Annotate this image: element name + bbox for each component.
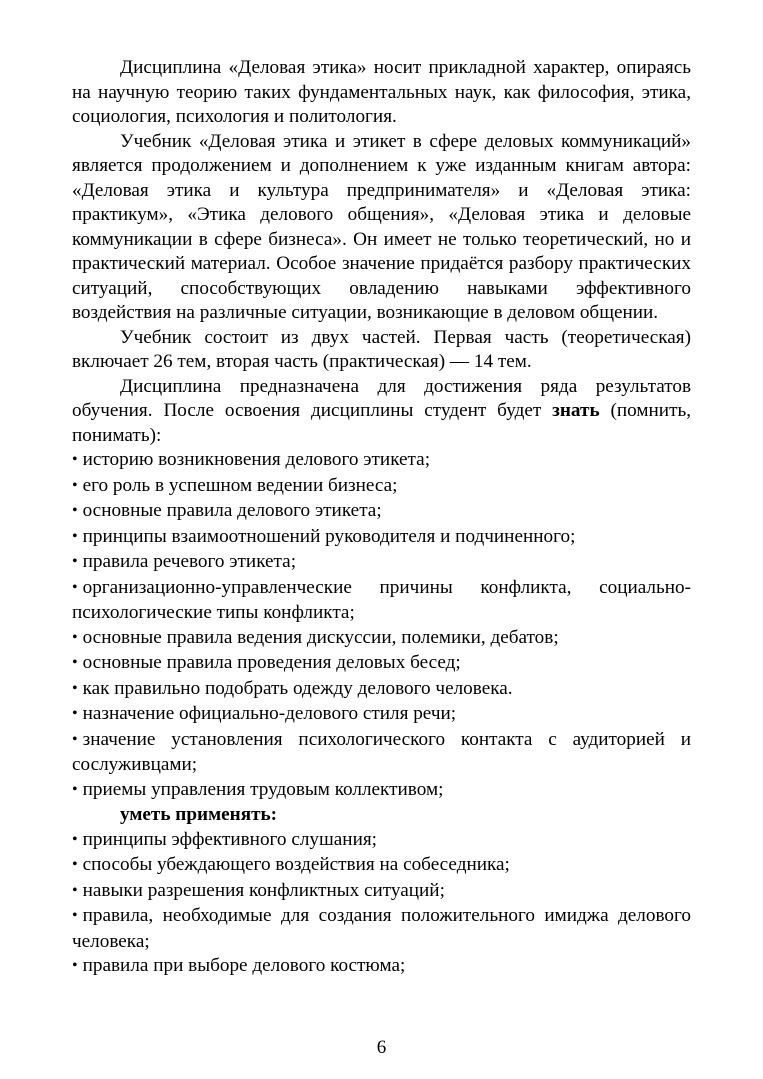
bullet-icon: • bbox=[72, 679, 78, 697]
bullet-icon: • bbox=[72, 628, 78, 646]
bullet-icon: • bbox=[72, 856, 78, 873]
list-item: • правила речевого этикета; bbox=[72, 551, 297, 572]
apply-list bbox=[72, 828, 691, 980]
bullet-icon: • bbox=[72, 451, 78, 468]
bullet-icon: • bbox=[72, 730, 78, 748]
bullet-icon: • bbox=[72, 502, 78, 519]
bullet-icon: • bbox=[72, 527, 78, 545]
list-item: • организационно-управленческие причины конфликта, социально-психологические типы конфликта; bbox=[72, 576, 691, 623]
list-item: • назначение официально-делового стиля речи; bbox=[72, 703, 457, 724]
paragraph-textbook: Учебник «Деловая этика и этикет в сфере деловых коммуникаций» является продолжением и дополнением к уже изданным книгам автора: «Деловая этика и культура предпринимателя» и «Деловая этика: практикум», «Этика делового общения», «Деловая этика и деловые коммуникации в сфере бизнеса». Он имеет не только теоретический, но и практический материал. Особое значение придаётся разбору практических ситуаций, способствующих овладению навыками эффективного воздействия на различные ситуации, возникающие в деловом общении. bbox=[72, 130, 691, 323]
outcomes-text-before: Дисциплина предназначена для достижения ряда результатов обучения. После освоения дисциплины студент будет bbox=[72, 375, 691, 421]
page-number: 6 bbox=[376, 1037, 387, 1058]
list-item: • принципы взаимоотношений руководителя и подчиненного; bbox=[72, 525, 576, 547]
paragraph-discipline: Дисциплина «Деловая этика» носит прикладной характер, опираясь на научную теорию таких фундаментальных наук, как философия, этика, социология, психология и политология. bbox=[72, 57, 691, 127]
bullet-icon: • bbox=[72, 578, 78, 596]
bullet-icon: • bbox=[72, 881, 78, 899]
bullet-icon: • bbox=[72, 957, 78, 974]
bullet-icon: • bbox=[72, 654, 78, 671]
bullet-icon: • bbox=[72, 553, 78, 570]
bullet-icon: • bbox=[72, 705, 78, 722]
bullet-icon: • bbox=[72, 907, 78, 924]
list-item: • основные правила проведения деловых бесед; bbox=[72, 652, 461, 673]
list-item: • основные правила делового этикета; bbox=[72, 500, 382, 521]
bullet-icon: • bbox=[72, 780, 78, 798]
paragraph-outcomes bbox=[72, 375, 691, 449]
list-item: • приемы управления трудовым коллективом; bbox=[72, 778, 444, 800]
list-item: • его роль в успешном ведении бизнеса; bbox=[72, 474, 398, 496]
know-list bbox=[72, 448, 691, 803]
know-keyword: знать bbox=[552, 400, 600, 421]
bullet-icon: • bbox=[72, 830, 78, 848]
paragraph-structure: Учебник состоит из двух частей. Первая часть (теоретическая) включает 26 тем, вторая часть (практическая) — 14 тем. bbox=[72, 326, 691, 372]
list-item: • основные правила ведения дискуссии, полемики, дебатов; bbox=[72, 626, 559, 648]
bullet-icon: • bbox=[72, 476, 78, 494]
list-item: • принципы эффективного слушания; bbox=[72, 828, 377, 850]
list-item: • значение установления психологического контакта с аудиторией и сослуживцами; bbox=[72, 728, 691, 775]
list-item: • правила, необходимые для создания положительного имиджа делового человека; bbox=[72, 905, 691, 952]
list-item: • способы убеждающего воздействия на собеседника; bbox=[72, 854, 510, 875]
list-item: • как правильно подобрать одежду делового человека. bbox=[72, 677, 513, 699]
list-item: • правила при выборе делового костюма; bbox=[72, 955, 406, 976]
outcomes-text-after: (помнить, понимать): bbox=[72, 400, 691, 446]
list-item: • историю возникновения делового этикета; bbox=[72, 449, 431, 470]
page-body bbox=[72, 56, 691, 980]
list-item: • навыки разрешения конфликтных ситуаций; bbox=[72, 879, 445, 901]
apply-heading: уметь применять: bbox=[120, 804, 278, 825]
